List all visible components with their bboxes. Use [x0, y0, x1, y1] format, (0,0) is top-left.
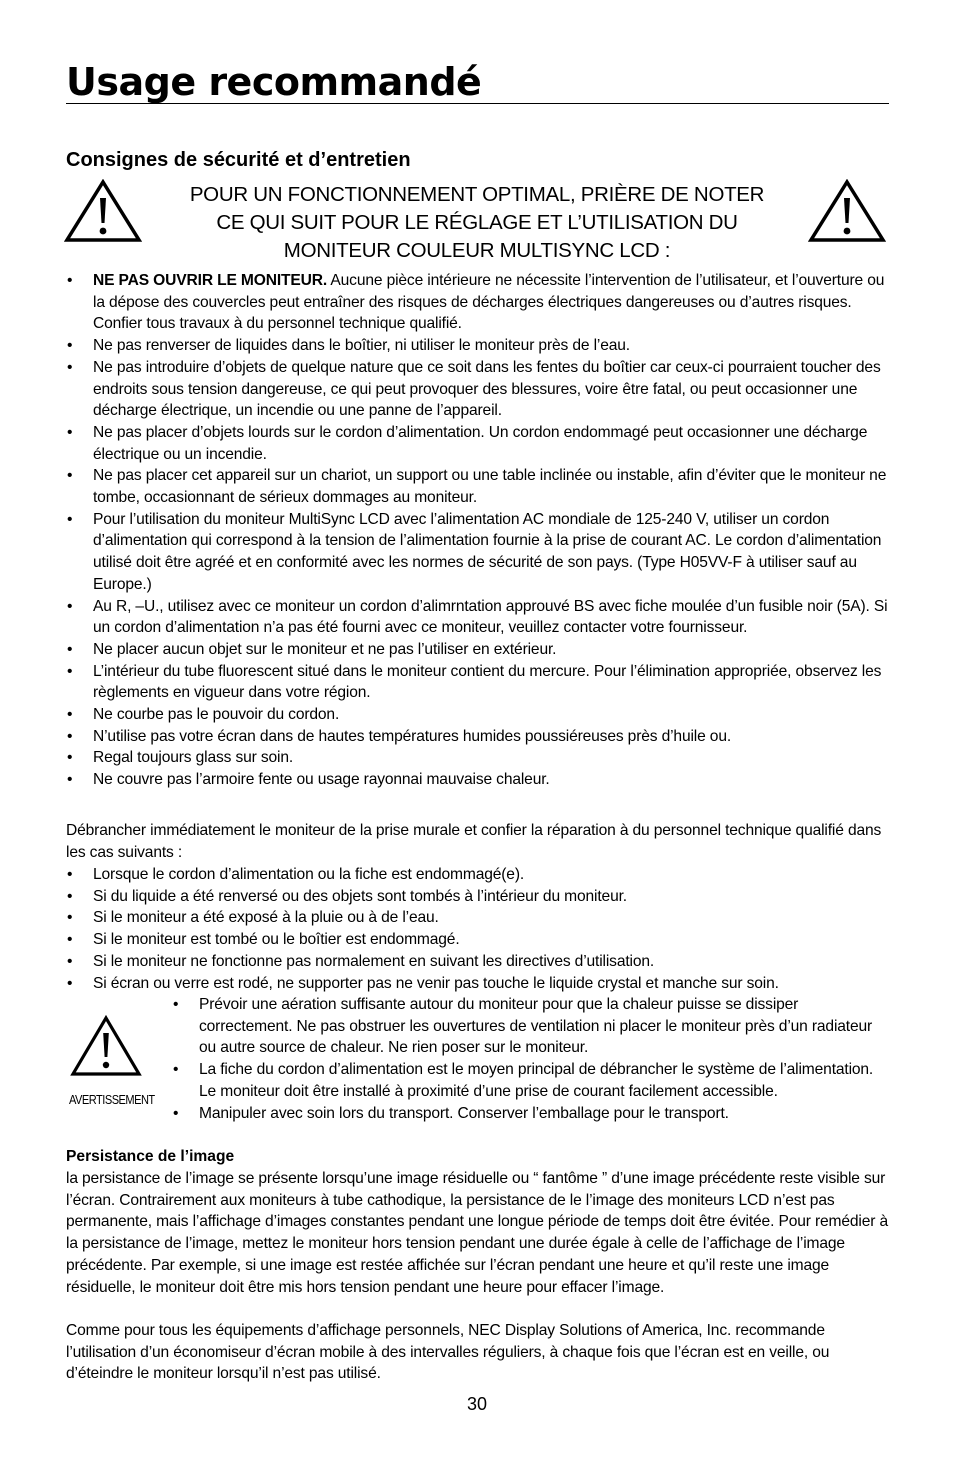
- warning-triangle-icon: [70, 1015, 142, 1077]
- list-item: [66, 951, 890, 973]
- list-item: [66, 864, 890, 886]
- list-item: [66, 357, 890, 422]
- safety-instructions-list: [66, 270, 890, 791]
- screensaver-paragraph: Comme pour tous les équipements d’affichage personnels, NEC Display Solutions of America, Inc. recommande l’utilisation d’un économiseur d’écran mobile à des intervalles réguliers, à chaque fois que l’écran est en veille, ou d’éteindre le moniteur lorsqu’il n’est pas utilisé.: [66, 1322, 830, 1383]
- safety-banner: [160, 181, 794, 265]
- warning-caption: AVERTISSEMENT: [69, 1092, 155, 1107]
- list-item-text: Pour l’utilisation du moniteur MultiSync LCD avec l’alimentation AC mondiale de 125-240 V, utiliser un cordon d’alimentation qui correspond à la tension de l’alimentation fournie à la prise de courant AC. Le cordon d’alimentation utilisé doit être agréé et en conformité avec les normes de sécurité de son pays. (Type H05VV-F à utiliser sauf au Europe.): [93, 510, 882, 593]
- list-item: [66, 422, 890, 465]
- list-item: [66, 661, 890, 704]
- list-item: [66, 907, 890, 929]
- list-item-text: Lorsque le cordon d’alimentation ou la fiche est endommagé(e).: [93, 866, 525, 883]
- page-title: Usage recommandé: [66, 60, 482, 104]
- title-underline: [66, 103, 889, 104]
- list-item-text: Si le moniteur est tombé ou le boîtier est endommagé.: [93, 931, 460, 949]
- list-item-text: Regal toujours glass sur soin.: [93, 749, 294, 767]
- list-item-text: Au R, –U., utilisez avec ce moniteur un cordon d’alimrntation approuvé BS avec fiche moulée d’un fusible noir (5A). Si un cordon d’alimentation n’a pas été fourni avec ce moniteur, veuillez contacter votre fournisseur.: [93, 597, 888, 637]
- banner-line: CE QUI SUIT POUR LE RÉGLAGE ET L’UTILISATION DU: [216, 211, 738, 234]
- list-item-text: Ne pas introduire d’objets de quelque nature que ce soit dans les fentes du boîtier car ceux-ci pourraient toucher des endroits sous tension dangereuse, ce qui peut provoquer des blessures, voire être fatal, ou peut occasionner une décharge électrique, un incendie ou une panne de l’appareil.: [93, 358, 881, 420]
- list-item: [66, 973, 890, 995]
- section-heading: Consignes de sécurité et d’entretien: [66, 149, 411, 171]
- list-item: [66, 769, 890, 791]
- list-item-text: Manipuler avec soin lors du transport. Conserver l’emballage pour le transport.: [199, 1104, 729, 1122]
- list-item: [172, 994, 892, 1059]
- list-item: [66, 335, 890, 357]
- list-item-text: Ne courbe pas le pouvoir du cordon.: [93, 706, 340, 724]
- list-item-text: Ne couvre pas l’armoire fente ou usage rayonnai mauvaise chaleur.: [93, 771, 550, 789]
- list-item: [66, 747, 890, 769]
- list-item-text: Si écran ou verre est rodé, ne supporter pas ne venir pas touche le liquide crystal et manche sur soin.: [93, 974, 779, 992]
- persistence-heading: Persistance de l’image: [66, 1148, 235, 1165]
- list-item: [172, 1059, 892, 1102]
- list-item-text: L’intérieur du tube fluorescent situé dans le moniteur contient du mercure. Pour l’élimination appropriée, observez les règlements en vigueur dans votre région.: [93, 662, 882, 702]
- list-item-text: Ne pas renverser de liquides dans le boîtier, ni utiliser le moniteur près de l’eau.: [93, 337, 630, 355]
- banner-line: MONITEUR COULEUR MULTISYNC LCD :: [283, 239, 671, 262]
- list-item: [66, 270, 890, 335]
- list-item-text: Ne pas placer cet appareil sur un chariot, un support ou une table inclinée ou instable, afin d’éviter que le moniteur ne tombe, occasionnant de sérieux dommages au moniteur.: [93, 467, 887, 507]
- list-item: [66, 886, 890, 908]
- list-item-text: Si le moniteur a été exposé à la pluie ou à de l’eau.: [93, 909, 439, 927]
- list-item-text: Si le moniteur ne fonctionne pas normalement en suivant les directives d’utilisation.: [93, 952, 655, 970]
- list-item-text: Si du liquide a été renversé ou des objets sont tombés à l’intérieur du moniteur.: [93, 887, 627, 905]
- list-item: [66, 596, 890, 639]
- list-item-text: Ne placer aucun objet sur le moniteur et ne pas l’utiliser en extérieur.: [93, 640, 557, 658]
- list-item: [66, 726, 890, 748]
- list-item-emphasis: NE PAS OUVRIR LE MONITEUR.: [93, 272, 328, 289]
- list-item: [172, 1103, 892, 1125]
- list-item: [66, 465, 890, 508]
- warning-triangle-icon: [808, 179, 886, 243]
- list-item-text: La fiche du cordon d’alimentation est le moyen principal de débrancher le système de l’alimentation. Le moniteur doit être installé à proximité d’une prise de courant facilement accessible.: [199, 1061, 874, 1100]
- page-number: 30: [466, 1394, 488, 1414]
- persistence-paragraph: la persistance de l’image se présente lorsqu’une image résiduelle ou “ fantôme ” d’une image précédente reste visible sur l’écran. Contrairement aux moniteurs à tube cathodique, la persistance de le l’image des moniteurs LCD n’est pas permanente, mais l’affichage d’images constantes pendant une longue période de temps doit être évitée. Pour remédier à la persistance de l’image, mettez le moniteur hors tension pendant une durée égale à celle de l’affichage de l’image précédente. Par exemple, si une image est restée affichée sur l’écran pendant une heure et qu’il reste une image résiduelle, le moniteur doit être mis hors tension pendant une heure pour effacer l’image.: [66, 1170, 888, 1296]
- list-item-text: Ne pas placer d’objets lourds sur le cordon d’alimentation. Un cordon endommagé peut occasionner une décharge électrique ou un incendie.: [93, 423, 868, 463]
- unplug-conditions-list: [66, 864, 890, 994]
- warning-list: [172, 994, 892, 1124]
- unplug-intro-paragraph: Débrancher immédiatement le moniteur de la prise murale et confier la réparation à du personnel technique qualifié dans les cas suivants :: [66, 822, 882, 861]
- list-item: [66, 509, 890, 596]
- list-item: [66, 639, 890, 661]
- list-item-text: Aucune pièce intérieure ne nécessite l’intervention de l’utilisateur, et l’ouverture ou la dépose des couvercles peut entraîner des risques de décharges électriques dangereuses ou d’autres risques. Confier tous travaux à du personnel technique qualifié.: [93, 272, 885, 333]
- list-item: [66, 929, 890, 951]
- warning-triangle-icon: [64, 179, 142, 243]
- list-item-text: Prévoir une aération suffisante autour du moniteur pour que la chaleur puisse se dissiper correctement. Ne pas obstruer les ouvertures de ventilation ni placer le moniteur près d’un radiateur ou autre source de chaleur. Ne rien poser sur le moniteur.: [199, 996, 873, 1057]
- list-item: [66, 704, 890, 726]
- banner-line: POUR UN FONCTIONNEMENT OPTIMAL, PRIÈRE DE NOTER: [189, 183, 765, 206]
- list-item-text: N’utilise pas votre écran dans de hautes températures humides poussiéreuses près d’huile ou.: [93, 727, 732, 745]
